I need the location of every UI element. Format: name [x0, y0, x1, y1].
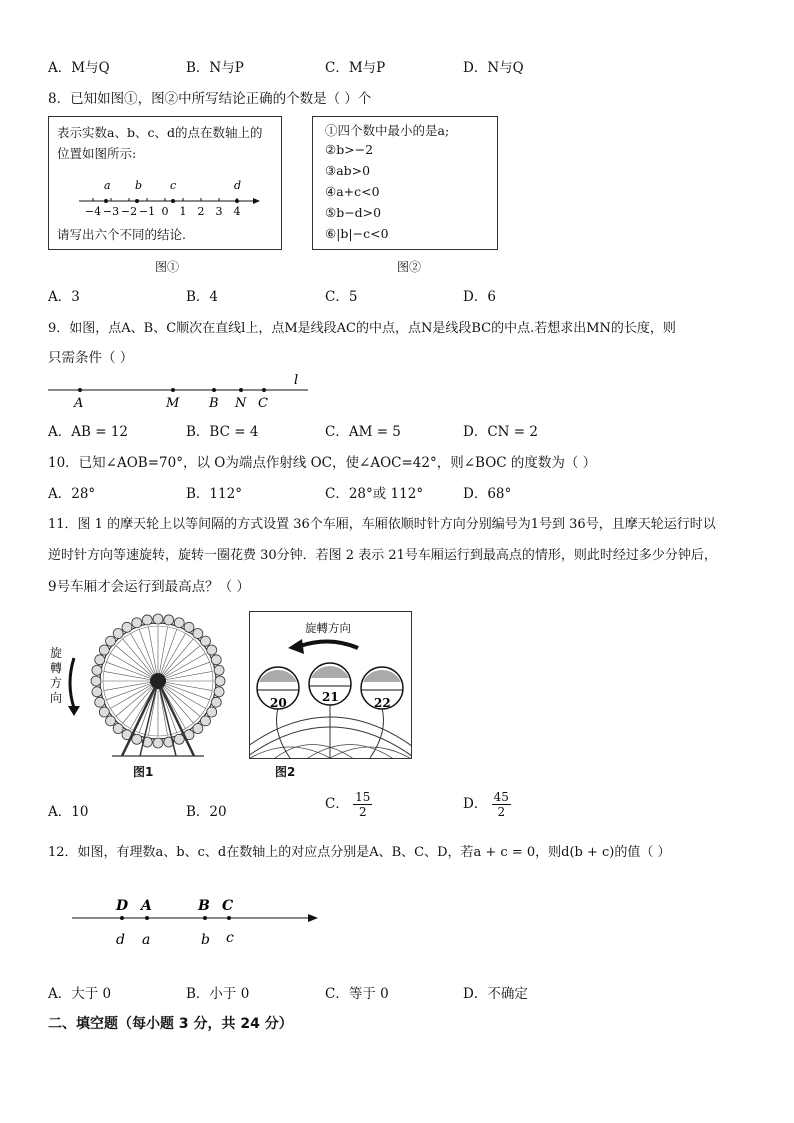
- q8-fig2-item-2: ②b>−2: [325, 142, 374, 157]
- q8-fig2-item-4: ④a+c<0: [325, 184, 380, 199]
- q11-fig2-drawing: [250, 612, 411, 758]
- q11-car-21-label: 21: [322, 690, 339, 704]
- q8-tick-label: −3: [102, 205, 120, 218]
- ferris-wheel-car: [211, 655, 221, 665]
- q11-option-a: A．10: [48, 804, 89, 820]
- q8-tick-label: 0: [161, 205, 169, 218]
- q8-fig2-item-3: ③ab>0: [325, 163, 371, 178]
- q8-tick-label: 2: [197, 205, 205, 218]
- q8-fig2-item-6: ⑥|b|−c<0: [325, 226, 389, 241]
- q11-fig1-side-char-1: 旋: [50, 646, 63, 660]
- q11-option-c-denominator: 2: [358, 805, 367, 819]
- q12-lower-a: a: [142, 932, 151, 948]
- q8-tick-label: 4: [233, 205, 241, 218]
- ferris-wheel-car: [193, 723, 203, 733]
- q9-option-a: A．AB = 12: [48, 424, 128, 440]
- q8-number-line: [49, 169, 281, 221]
- ferris-wheel-car: [113, 629, 123, 639]
- q11-option-d: [463, 790, 511, 819]
- q10-option-b: B．112°: [186, 486, 242, 502]
- q12-lower-c: c: [226, 930, 234, 946]
- q8-point-c-label: c: [170, 179, 177, 192]
- ferris-wheel-car: [99, 707, 109, 717]
- ferris-wheel-car: [214, 687, 224, 697]
- q9-point-N: N: [235, 396, 247, 411]
- q8-fig1-caption: 图①: [155, 260, 180, 274]
- q8-fig2-item-5: ⑤b−d>0: [325, 205, 382, 220]
- q8-fig1-line1: 表示实数a、b、c、d的点在数轴上的: [57, 125, 263, 140]
- q8-point-d-label: d: [234, 179, 242, 192]
- q7-option-b: B．N与P: [186, 60, 244, 76]
- q7-option-d: D．N与Q: [463, 60, 524, 76]
- ferris-wheel-car: [184, 622, 194, 632]
- q11-fig1-side-char-2: 轉: [50, 661, 63, 675]
- q10-option-a: A．28°: [48, 486, 96, 502]
- q9-point-B: B: [209, 396, 219, 411]
- ferris-wheel-car: [211, 697, 221, 707]
- section-2-heading: 二、填空题（每小题 3 分，共 24 分）: [48, 1016, 293, 1032]
- q11-figure-2: [249, 611, 412, 759]
- q8-tick-label: −2: [120, 205, 138, 218]
- q10-option-d: D．68°: [463, 486, 512, 502]
- q8-stem: 8．已知如图①，图②中所写结论正确的个数是（ ）个: [48, 91, 372, 107]
- ferris-wheel-car: [193, 629, 203, 639]
- q11-stem-line3: 9号车厢才会运行到最高点？（ ）: [48, 579, 250, 595]
- q12-option-b: B．小于 0: [186, 986, 250, 1002]
- q9-stem-line1: 9．如图，点A、B、C顺次在直线l上，点M是线段AC的中点，点N是线段BC的中点.若想求出MN的长度，则: [48, 321, 676, 336]
- q9-line-label: l: [294, 373, 299, 388]
- q11-option-d-prefix: D．: [463, 796, 488, 812]
- ferris-wheel-car: [214, 665, 224, 675]
- q7-option-c: C．M与P: [325, 60, 386, 76]
- q11-stem-line1: 11．图 1 的摩天轮上以等间隔的方式设置 36个车厢，车厢依顺时针方向分别编号为1号到 36号，且摩天轮运行时以: [48, 517, 716, 532]
- ferris-wheel-car: [200, 636, 210, 646]
- q11-fig2-label: 旋轉方向: [305, 621, 351, 635]
- ferris-wheel-car: [95, 655, 105, 665]
- q8-figure-2: [312, 116, 498, 250]
- ferris-wheel-car: [106, 716, 116, 726]
- ferris-wheel-car: [207, 707, 217, 717]
- ferris-wheel-car: [153, 738, 163, 748]
- q8-fig2-item-1: ①四个数中最小的是a;: [325, 123, 450, 138]
- q11-fig1-caption: 图1: [133, 765, 154, 779]
- ferris-wheel-car: [99, 645, 109, 655]
- q11-option-b: B．20: [186, 804, 227, 820]
- q11-option-d-fraction: [492, 790, 511, 819]
- q11-car-20-label: 20: [270, 696, 287, 710]
- q8-option-a: A．3: [48, 289, 80, 305]
- ferris-wheel-car: [132, 618, 142, 628]
- q11-option-c: [325, 790, 372, 819]
- q10-option-c: C．28°或 112°: [325, 486, 424, 502]
- q9-stem-line2: 只需条件（ ）: [48, 350, 134, 366]
- ferris-wheel-car: [200, 716, 210, 726]
- q11-ferris-wheel-figure: [62, 608, 242, 760]
- ferris-wheel-car: [207, 645, 217, 655]
- q7-option-a: A．M与Q: [48, 60, 110, 76]
- ferris-wheel-car: [92, 687, 102, 697]
- ferris-wheel-car: [132, 734, 142, 744]
- ferris-wheel-car: [142, 615, 152, 625]
- q12-lower-b: b: [201, 932, 210, 948]
- q12-option-c: C．等于 0: [325, 986, 389, 1002]
- q8-tick-label: −4: [84, 205, 102, 218]
- q11-fig2-car-22: [361, 667, 403, 710]
- q9-point-C: C: [258, 396, 268, 411]
- q11-car-22-label: 22: [374, 696, 391, 710]
- q8-tick-label: 3: [215, 205, 223, 218]
- q12-lower-d: d: [116, 932, 125, 948]
- q12-stem: 12．如图，有理数a、b、c、d在数轴上的对应点分别是A、B、C、D，若a + c = 0，则d(b + c)的值（ ）: [48, 845, 671, 860]
- q11-stem-line2: 逆时针方向等速旋转，旋转一圈花费 30分钟．若图 2 表示 21号车厢运行到最高点的情形，则此时经过多少分钟后，: [48, 548, 717, 563]
- ferris-wheel-car: [174, 618, 184, 628]
- q11-option-c-prefix: C．: [325, 796, 349, 812]
- ferris-wheel-car: [153, 614, 163, 624]
- q12-option-a: A．大于 0: [48, 986, 112, 1002]
- ferris-wheel-car: [164, 615, 174, 625]
- q11-option-c-fraction: [353, 790, 372, 819]
- q9-point-A: A: [74, 396, 84, 411]
- q11-option-d-denominator: 2: [497, 805, 506, 819]
- ferris-wheel-car: [92, 665, 102, 675]
- ferris-wheel-car: [215, 676, 225, 686]
- q11-option-d-numerator: 45: [493, 790, 509, 804]
- q12-option-d: D．不确定: [463, 986, 528, 1002]
- q11-fig2-car-20: [257, 667, 299, 710]
- q9-option-b: B．BC = 4: [186, 424, 259, 440]
- q12-upper-A: A: [141, 898, 152, 914]
- q8-option-d: D．6: [463, 289, 496, 305]
- q9-option-d: D．CN = 2: [463, 424, 538, 440]
- q8-option-c: C．5: [325, 289, 358, 305]
- q8-point-a-label: a: [104, 179, 111, 192]
- q11-fig2-caption: 图2: [275, 765, 296, 779]
- q11-option-c-numerator: 15: [355, 790, 371, 804]
- q9-point-M: M: [166, 396, 180, 411]
- ferris-wheel-car: [106, 636, 116, 646]
- q9-option-c: C．AM = 5: [325, 424, 401, 440]
- ferris-wheel-car: [113, 723, 123, 733]
- q8-option-b: B．4: [186, 289, 219, 305]
- ferris-wheel-car: [174, 734, 184, 744]
- q8-fig2-caption: 图②: [397, 260, 422, 274]
- q8-figure-1: [48, 116, 282, 250]
- ferris-wheel-car: [91, 676, 101, 686]
- q9-line-figure: [40, 370, 320, 412]
- q12-upper-D: D: [116, 898, 129, 914]
- q12-number-line: [60, 890, 330, 952]
- q8-fig1-footer: 请写出六个不同的结论.: [57, 227, 186, 242]
- q10-stem: 10．已知∠AOB=70°，以 O为端点作射线 OC，使∠AOC=42°，则∠BOC 的度数为（ ）: [48, 455, 597, 471]
- q11-fig1-side-char-3: 方: [50, 676, 63, 690]
- q8-tick-label: −1: [138, 205, 156, 218]
- q11-fig2-car-21: [309, 663, 351, 705]
- ferris-wheel-car: [122, 622, 132, 632]
- q11-fig1-side-char-4: 向: [50, 691, 63, 705]
- q8-tick-label: 1: [179, 205, 187, 218]
- q8-fig1-line2: 位置如图所示:: [57, 146, 137, 161]
- q12-upper-C: C: [222, 898, 234, 914]
- q12-upper-B: B: [198, 898, 210, 914]
- ferris-wheel-car: [95, 697, 105, 707]
- q8-point-b-label: b: [135, 179, 143, 192]
